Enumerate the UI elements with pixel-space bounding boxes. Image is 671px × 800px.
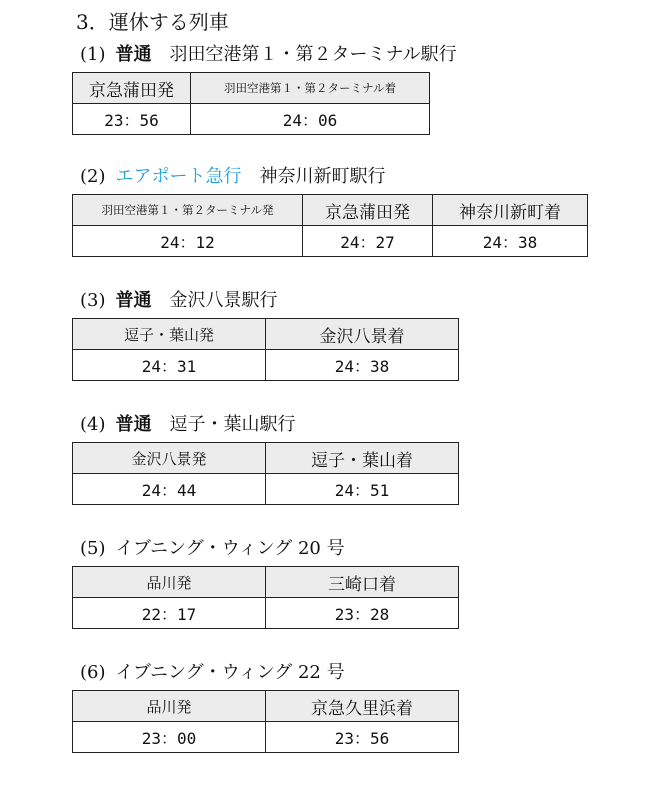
header-cell: 逗子・葉山発	[73, 319, 266, 350]
header-row	[73, 319, 459, 350]
header-row	[73, 195, 588, 226]
time-row	[73, 104, 430, 135]
time-cell: 24：38	[266, 350, 459, 381]
section-number: (1)	[80, 44, 106, 65]
section-number: (3)	[80, 290, 106, 311]
header-cell: 品川発	[73, 691, 266, 722]
section-number: (4)	[80, 414, 106, 435]
train-type: エアポート急行	[115, 166, 242, 187]
section-number: (6)	[80, 662, 106, 683]
time-cell: 24：44	[73, 474, 266, 505]
time-cell: 23：28	[266, 598, 459, 629]
section-3-heading	[80, 290, 278, 312]
header-row	[73, 567, 459, 598]
header-cell: 品川発	[73, 567, 266, 598]
time-cell: 24：51	[266, 474, 459, 505]
time-cell: 22：17	[73, 598, 266, 629]
header-cell: 京急蒲田発	[303, 195, 433, 226]
section-4-heading	[80, 414, 296, 436]
train-destination: イブニング・ウィング 22 号	[115, 662, 345, 683]
section-2-heading	[80, 166, 386, 188]
header-cell: 金沢八景発	[73, 443, 266, 474]
header-cell: 羽田空港第１・第２ターミナル発	[73, 195, 303, 226]
timetable-5	[72, 566, 459, 629]
timetable-1	[72, 72, 430, 135]
train-destination: イブニング・ウィング 20 号	[115, 538, 345, 559]
header-row	[73, 691, 459, 722]
header-cell: 京急久里浜着	[266, 691, 459, 722]
time-cell: 24：06	[191, 104, 430, 135]
train-type: 普通	[115, 414, 152, 435]
page-title: 3．運休する列車	[76, 10, 229, 34]
header-cell: 逗子・葉山着	[266, 443, 459, 474]
header-row	[73, 73, 430, 104]
header-cell: 神奈川新町着	[433, 195, 588, 226]
time-cell: 24：12	[73, 226, 303, 257]
time-row	[73, 474, 459, 505]
time-row	[73, 598, 459, 629]
section-5-heading	[80, 538, 345, 560]
section-1-heading	[80, 44, 457, 66]
time-cell: 24：27	[303, 226, 433, 257]
time-row	[73, 722, 459, 753]
timetable-2	[72, 194, 588, 257]
section-number: (2)	[80, 166, 106, 187]
train-destination: 羽田空港第１・第２ターミナル駅行	[169, 44, 457, 65]
train-type: 普通	[115, 44, 152, 65]
time-row	[73, 350, 459, 381]
section-number: (5)	[80, 538, 106, 559]
time-row	[73, 226, 588, 257]
timetable-3	[72, 318, 459, 381]
train-destination: 逗子・葉山駅行	[169, 414, 296, 435]
train-destination: 金沢八景駅行	[169, 290, 278, 311]
time-cell: 23：00	[73, 722, 266, 753]
time-cell: 23：56	[73, 104, 191, 135]
time-cell: 24：31	[73, 350, 266, 381]
section-6-heading	[80, 662, 345, 684]
header-cell: 金沢八景着	[266, 319, 459, 350]
timetable-6	[72, 690, 459, 753]
timetable-4	[72, 442, 459, 505]
train-type: 普通	[115, 290, 152, 311]
train-destination: 神奈川新町駅行	[259, 166, 386, 187]
time-cell: 24：38	[433, 226, 588, 257]
time-cell: 23：56	[266, 722, 459, 753]
header-cell: 京急蒲田発	[73, 73, 191, 104]
header-cell: 三崎口着	[266, 567, 459, 598]
header-cell: 羽田空港第１・第２ターミナル着	[191, 73, 430, 104]
header-row	[73, 443, 459, 474]
